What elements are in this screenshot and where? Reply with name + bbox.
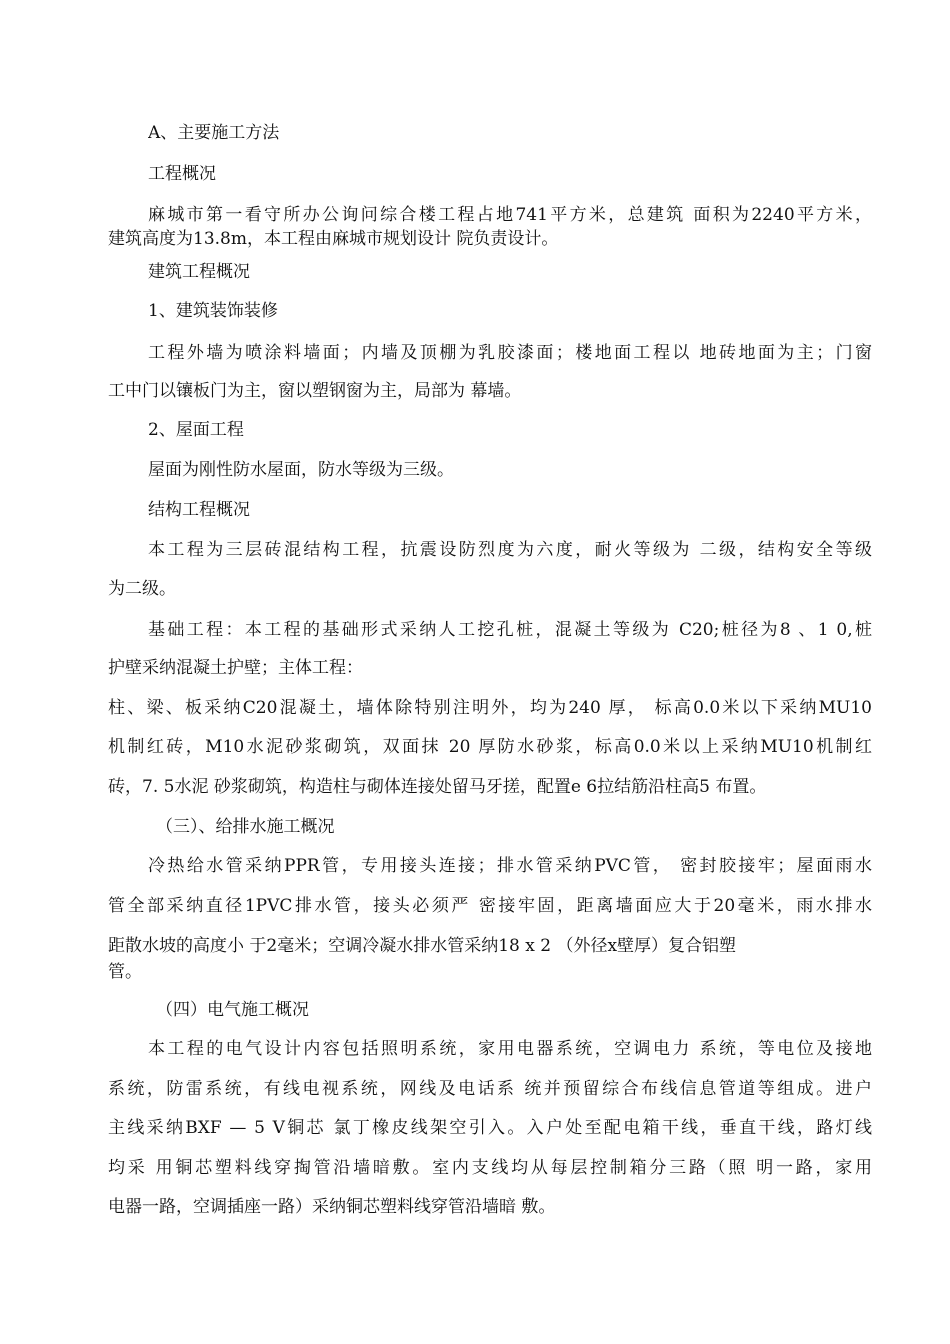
paragraph-line: 本工程的电气设计内容包括照明系统，家用电器系统，空调电力 系统，等电位及接地 <box>148 1039 872 1059</box>
subheading: 结构工程概况 <box>148 500 250 520</box>
subheading: 2、屋面工程 <box>148 420 244 440</box>
paragraph-line: 柱、梁、板采纳C20混凝土，墙体除特别注明外，均为240 厚， 标高0.0米以下采纳MU10 <box>108 698 872 718</box>
paragraph-line: 距散水坡的高度小 于2毫米；空调冷凝水排水管采纳18 x 2 （外径x壁厚）复合铝塑 <box>108 936 737 956</box>
paragraph-line: 管。 <box>108 962 142 982</box>
paragraph-line: 系统，防雷系统，有线电视系统，网线及电话系 统并预留综合布线信息管道等组成。进户 <box>108 1079 872 1099</box>
paragraph-line: 工中门以镶板门为主，窗以塑钢窗为主，局部为 幕墙。 <box>108 381 522 401</box>
paragraph-line: 主线采纳BXF — 5 V铜芯 氯丁橡皮线架空引入。入户处至配电箱干线，垂直干线，路灯线 <box>108 1118 872 1138</box>
paragraph-line: 均采 用铜芯塑料线穿掏管沿墙暗敷。室内支线均从每层控制箱分三路（照 明一路，家用 <box>108 1158 872 1178</box>
paragraph-line: 冷热给水管采纳PPR管，专用接头连接；排水管采纳PVC管， 密封胶接牢；屋面雨水 <box>148 856 872 876</box>
paragraph-line: 管全部采纳直径1PVC排水管，接头必须严 密接牢固，距离墙面应大于20毫米，雨水排水 <box>108 896 872 916</box>
subheading: 工程概况 <box>148 164 216 184</box>
paragraph-line: 砖，7. 5水泥 砂浆砌筑，构造柱与砌体连接处留马牙搓，配置e 6拉结筋沿柱高5 布置。 <box>108 777 767 797</box>
paragraph-line: 建筑高度为13.8m，本工程由麻城市规划设计 院负责设计。 <box>108 229 559 249</box>
paragraph-line: 护壁采纳混凝土护壁；主体工程： <box>108 658 363 678</box>
subheading: 1、建筑装饰装修 <box>148 301 278 321</box>
subheading: （三）、给排水施工概况 <box>156 817 335 837</box>
paragraph-line: 机制红砖，M10水泥砂浆砌筑，双面抹 20 厚防水砂浆，标高0.0米以上采纳MU10机制红 <box>108 737 872 757</box>
paragraph-line: 工程外墙为喷涂料墙面；内墙及顶棚为乳胶漆面；楼地面工程以 地砖地面为主；门窗 <box>148 343 872 363</box>
paragraph-line: 屋面为刚性防水屋面，防水等级为三级。 <box>148 460 454 480</box>
subheading: （四）电气施工概况 <box>156 1000 309 1020</box>
paragraph-line: 本工程为三层砖混结构工程，抗震设防烈度为六度，耐火等级为 二级，结构安全等级 <box>148 540 872 560</box>
paragraph-line: 电器一路，空调插座一路）采纳铜芯塑料线穿管沿墙暗 敷。 <box>108 1197 556 1217</box>
paragraph-line: 基础工程：本工程的基础形式采纳人工挖孔桩，混凝土等级为 C20;桩径为8 、1 0,桩 <box>148 620 872 640</box>
subheading: 建筑工程概况 <box>148 262 250 282</box>
paragraph-line: 麻城市第一看守所办公询问综合楼工程占地741平方米，总建筑 面积为2240平方米， <box>148 205 872 225</box>
paragraph-line: 为二级。 <box>108 579 176 599</box>
section-heading: A、主要施工方法 <box>148 123 280 143</box>
